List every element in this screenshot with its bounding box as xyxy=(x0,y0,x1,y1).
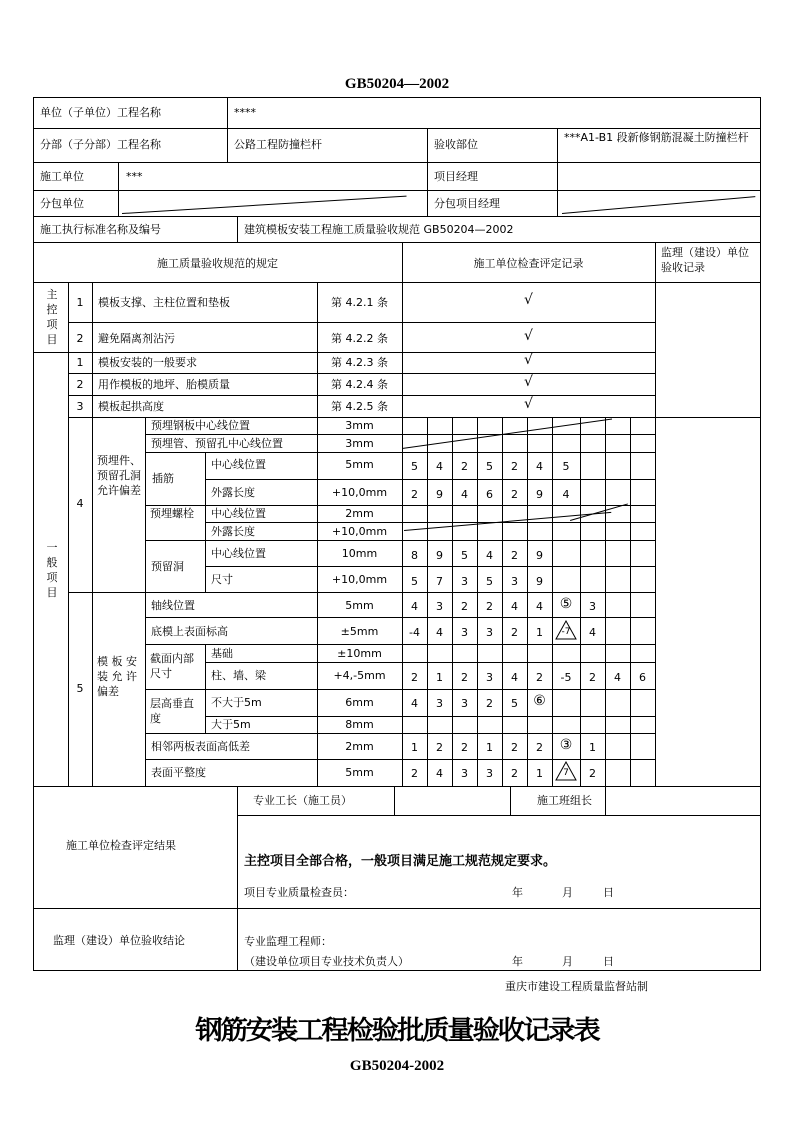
general-item-name: 模板起拱高度 xyxy=(98,400,164,413)
g5-value: 3 xyxy=(461,767,468,780)
g5-value: 4 xyxy=(589,626,596,639)
sub-project-value: 公路工程防撞栏杆 xyxy=(234,138,322,151)
general-item-clause: 第 4.2.5 条 xyxy=(331,400,388,413)
construction-unit-label: 施工单位 xyxy=(40,170,84,183)
g5-value: -5 xyxy=(560,671,572,684)
g4-value: 2 xyxy=(511,549,518,562)
year-label: 年 xyxy=(512,886,523,899)
g5-value: 5 xyxy=(511,697,518,710)
group5-no: 5 xyxy=(76,682,84,695)
g5-sub-label: 层高垂直度 xyxy=(150,697,194,725)
g5-value-circled: ⑥ xyxy=(533,693,546,709)
g5-row-label: 表面平整度 xyxy=(151,766,206,779)
g4-value: 8 xyxy=(411,549,418,562)
credit-line: 重庆市建设工程质量监督站制 xyxy=(505,980,648,993)
g4-row-label: 尺寸 xyxy=(211,573,233,586)
g4-row-tol: 5mm xyxy=(345,458,374,471)
general-group-label: 一般项目 xyxy=(46,541,58,599)
general-item-no: 2 xyxy=(76,378,84,391)
g4-value: 5 xyxy=(461,549,468,562)
g5-value: 4 xyxy=(411,697,418,710)
g4-row-tol: +10,0mm xyxy=(331,486,388,499)
g5-row-label: 基础 xyxy=(211,647,233,660)
g5-value: 3 xyxy=(486,671,493,684)
g5-value: 3 xyxy=(461,697,468,710)
g4-value: 2 xyxy=(511,460,518,473)
g5-row-tol: ±5mm xyxy=(340,625,379,638)
result-label: 施工单位检查评定结果 xyxy=(66,839,176,852)
g5-value: 3 xyxy=(436,697,443,710)
g4-row-label: 预埋钢板中心线位置 xyxy=(151,419,250,432)
accept-part-label: 验收部位 xyxy=(434,138,478,151)
g5-value: -4 xyxy=(409,626,420,639)
g4-row-label: 中心线位置 xyxy=(211,547,266,560)
g4-value: 3 xyxy=(511,575,518,588)
main-item-clause: 第 4.2.2 条 xyxy=(331,332,388,345)
unit-project-label: 单位（子单位）工程名称 xyxy=(40,106,161,119)
check-mark: √ xyxy=(524,374,533,390)
g4-row-label: 中心线位置 xyxy=(211,507,266,520)
group4-no: 4 xyxy=(76,497,84,510)
g4-row-tol: 3mm xyxy=(345,419,374,432)
g4-value: 4 xyxy=(536,460,543,473)
g5-row-tol: +4,-5mm xyxy=(333,669,386,682)
g5-value: 2 xyxy=(486,600,493,613)
g4-value: 7 xyxy=(436,575,443,588)
g4-row-tol: +10,0mm xyxy=(331,573,388,586)
g5-value: 4 xyxy=(511,671,518,684)
g4-row-tol: 10mm xyxy=(341,547,378,560)
g5-value: 4 xyxy=(411,600,418,613)
g4-row-label: 外露长度 xyxy=(211,525,255,538)
g4-value: 4 xyxy=(486,549,493,562)
g4-value: 4 xyxy=(562,488,570,501)
main-item-name: 模板支撑、主柱位置和垫板 xyxy=(98,296,230,309)
g5-value: 2 xyxy=(511,626,518,639)
g5-value: 3 xyxy=(589,600,596,613)
footer-title: 钢筋安装工程检验批质量验收记录表 xyxy=(195,1016,599,1046)
check-mark: √ xyxy=(524,352,533,368)
g4-value: 9 xyxy=(436,488,443,501)
g4-value: 5 xyxy=(562,460,570,473)
sub-unit-label: 分包单位 xyxy=(40,197,84,210)
g4-value: 4 xyxy=(436,460,443,473)
main-group-label: 主控项目 xyxy=(46,288,58,346)
general-item-clause: 第 4.2.4 条 xyxy=(331,378,388,391)
g4-row-tol: 3mm xyxy=(345,437,374,450)
general-item-no: 3 xyxy=(76,400,84,413)
pm-label: 项目经理 xyxy=(434,170,478,183)
g5-value: 4 xyxy=(436,626,443,639)
g5-value: 1 xyxy=(589,741,596,754)
group4-category: 预埋件、预留孔洞允许偏差 xyxy=(97,454,141,497)
g4-value: 2 xyxy=(511,488,518,501)
g5-value: 2 xyxy=(536,671,543,684)
g4-sub-label: 预留洞 xyxy=(151,560,184,573)
check-mark: √ xyxy=(524,328,533,344)
standard-value: 建筑模板安装工程施工质量验收规范 GB50204—2002 xyxy=(244,223,514,236)
g5-value: 4 xyxy=(614,671,621,684)
g4-value: 6 xyxy=(486,488,493,501)
g5-row-label: 底模上表面标高 xyxy=(151,625,228,638)
g4-value: 9 xyxy=(536,488,543,501)
inspection-conclusion: 主控项目全部合格，一般项目满足施工规范规定要求。 xyxy=(244,854,557,869)
g5-row-tol: 5mm xyxy=(345,766,374,779)
g5-row-tol: 5mm xyxy=(345,599,374,612)
g5-value: 4 xyxy=(511,600,518,613)
record-header: 施工单位检查评定记录 xyxy=(473,257,584,270)
g5-value: 2 xyxy=(536,741,543,754)
g5-value: 3 xyxy=(461,626,468,639)
g5-value: 2 xyxy=(511,767,518,780)
general-item-name: 用作模板的地坪、胎模质量 xyxy=(98,378,230,391)
engineer-label: 专业监理工程师： xyxy=(244,935,332,948)
g5-value: 2 xyxy=(411,671,418,684)
g5-value: 3 xyxy=(486,626,493,639)
check-mark: √ xyxy=(524,396,533,412)
g5-value: 1 xyxy=(536,767,543,780)
g4-value: 3 xyxy=(461,575,468,588)
g4-value: 9 xyxy=(436,549,443,562)
g4-value: 5 xyxy=(486,575,493,588)
g5-row-label: 柱、墙、梁 xyxy=(211,669,266,682)
g5-value: 2 xyxy=(411,767,418,780)
g4-value: 5 xyxy=(411,575,418,588)
g4-value: 4 xyxy=(461,488,468,501)
g4-row-tol: +10,0mm xyxy=(331,525,388,538)
g4-value: 2 xyxy=(461,460,468,473)
g5-row-label: 轴线位置 xyxy=(151,599,195,612)
g5-value: 2 xyxy=(461,671,468,684)
inspector-label: 项目专业质量检查员： xyxy=(244,886,354,899)
main-item-name: 避免隔离剂沾污 xyxy=(98,332,175,345)
g5-value: 1 xyxy=(486,741,493,754)
g5-value: 1 xyxy=(536,626,543,639)
g5-value: 4 xyxy=(436,767,443,780)
unit-project-value: **** xyxy=(234,106,256,119)
check-mark: √ xyxy=(524,292,533,308)
team-leader-label: 施工班组长 xyxy=(537,794,592,807)
general-item-clause: 第 4.2.3 条 xyxy=(331,356,388,369)
g4-row-tol: 2mm xyxy=(345,507,374,520)
g4-value: 9 xyxy=(536,575,543,588)
g5-value-triangled: -7 xyxy=(561,627,571,637)
g4-row-label: 中心线位置 xyxy=(211,458,266,471)
main-item-no: 2 xyxy=(76,332,84,345)
month-label: 月 xyxy=(562,955,573,968)
g5-value-circled: ③ xyxy=(559,737,573,753)
g5-value: 1 xyxy=(411,741,418,754)
day-label: 日 xyxy=(603,955,614,968)
g5-value-triangled: 7 xyxy=(563,768,569,778)
g5-value: 6 xyxy=(639,671,646,684)
g5-row-tol: 8mm xyxy=(345,718,374,731)
g5-value: 2 xyxy=(589,767,596,780)
g4-value: 5 xyxy=(411,460,418,473)
group5-category: 模板安装允许偏差 xyxy=(97,655,137,698)
month-label: 月 xyxy=(562,886,573,899)
g5-value: 2 xyxy=(511,741,518,754)
g5-value: 2 xyxy=(486,697,493,710)
g5-row-label: 相邻两板表面高低差 xyxy=(151,740,250,753)
g5-value-circled: ⑤ xyxy=(559,596,573,612)
g4-value: 5 xyxy=(486,460,493,473)
spec-header: 施工质量验收规范的规定 xyxy=(157,257,278,270)
footer-code: GB50204-2002 xyxy=(349,1058,445,1074)
g4-value: 2 xyxy=(411,488,418,501)
general-item-name: 模板安装的一般要求 xyxy=(98,356,197,369)
g4-sub-label: 预埋螺栓 xyxy=(150,507,194,520)
g5-value: 3 xyxy=(436,600,443,613)
g5-value: 2 xyxy=(461,600,468,613)
sub-pm-label: 分包项目经理 xyxy=(434,197,500,210)
main-item-no: 1 xyxy=(76,296,84,309)
g5-row-tol: ±10mm xyxy=(337,647,382,660)
day-label: 日 xyxy=(603,886,614,899)
g5-row-tol: 2mm xyxy=(345,740,374,753)
accept-part-value: ***A1-B1 段新修钢筋混凝土防撞栏杆 xyxy=(564,131,749,144)
g5-value: 2 xyxy=(589,671,596,684)
g5-row-tol: 6mm xyxy=(345,696,374,709)
g4-value: 9 xyxy=(536,549,543,562)
g4-row-label: 预埋管、预留孔中心线位置 xyxy=(151,437,283,450)
construction-unit-value: *** xyxy=(126,170,143,183)
g5-value: 3 xyxy=(486,767,493,780)
g4-row-label: 外露长度 xyxy=(211,486,255,499)
supervision-label: 监理（建设）单位验收结论 xyxy=(53,934,185,947)
general-item-no: 1 xyxy=(76,356,84,369)
g5-value: 4 xyxy=(536,600,543,613)
owner-label: （建设单位项目专业技术负责人） xyxy=(244,955,409,968)
g5-row-label: 不大于5m xyxy=(211,696,262,709)
g5-value: 2 xyxy=(461,741,468,754)
main-item-clause: 第 4.2.1 条 xyxy=(331,296,388,309)
top-standard-code: GB50204—2002 xyxy=(344,76,450,92)
g5-value: 2 xyxy=(436,741,443,754)
sub-project-label: 分部（子分部）工程名称 xyxy=(40,138,161,151)
supervision-header: 监理（建设）单位验收记录 xyxy=(661,246,749,274)
standard-label: 施工执行标准名称及编号 xyxy=(40,223,161,236)
year-label: 年 xyxy=(512,955,523,968)
g4-sub-label: 插筋 xyxy=(152,472,174,485)
g5-sub-label: 截面内部尺寸 xyxy=(150,652,194,680)
g5-value: 1 xyxy=(436,671,443,684)
foreman-label: 专业工长（施工员） xyxy=(253,794,352,807)
g5-row-label: 大于5m xyxy=(211,718,251,731)
